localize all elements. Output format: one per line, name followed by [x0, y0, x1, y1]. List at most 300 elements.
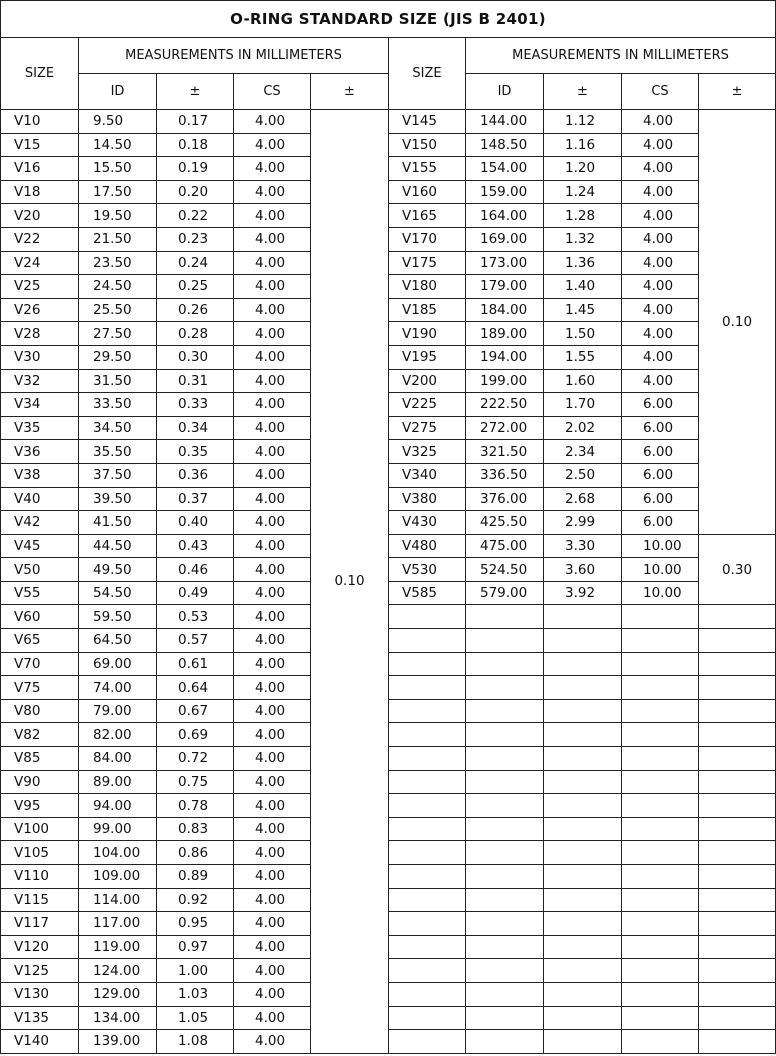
right-cs-cell: 6.00: [622, 393, 699, 417]
left-cs-cell: 4.00: [234, 180, 311, 204]
left-size-cell: V80: [1, 699, 79, 723]
left-cs-cell: 4.00: [234, 888, 311, 912]
left-size-cell: V20: [1, 204, 79, 228]
left-size-cell: V40: [1, 487, 79, 511]
right-id-tol-cell: 2.34: [544, 440, 622, 464]
left-cs-cell: 4.00: [234, 865, 311, 889]
right-size-cell: V165: [389, 204, 466, 228]
id-header-left: ID: [79, 74, 157, 110]
left-cs-cell: 4.00: [234, 227, 311, 251]
left-size-cell: V135: [1, 1006, 79, 1030]
left-id-tol-cell: 0.97: [157, 935, 234, 959]
right-id-cell: 144.00: [466, 110, 544, 134]
empty-cell: [699, 629, 776, 653]
right-size-cell: V170: [389, 227, 466, 251]
empty-cell: [466, 747, 544, 771]
right-id-cell: 179.00: [466, 275, 544, 299]
left-id-tol-cell: 0.30: [157, 345, 234, 369]
left-id-tol-cell: 0.92: [157, 888, 234, 912]
right-id-cell: 173.00: [466, 251, 544, 275]
left-size-cell: V34: [1, 393, 79, 417]
left-size-cell: V10: [1, 110, 79, 134]
left-size-cell: V45: [1, 534, 79, 558]
right-cs-cell: 6.00: [622, 463, 699, 487]
empty-cell: [699, 865, 776, 889]
left-cs-cell: 4.00: [234, 110, 311, 134]
right-size-cell: V195: [389, 345, 466, 369]
empty-cell: [389, 982, 466, 1006]
left-id-cell: 44.50: [79, 534, 157, 558]
left-cs-cell: 4.00: [234, 676, 311, 700]
left-id-cell: 33.50: [79, 393, 157, 417]
left-id-tol-cell: 0.25: [157, 275, 234, 299]
empty-cell: [466, 699, 544, 723]
left-size-cell: V50: [1, 558, 79, 582]
table-row: [1, 180, 776, 204]
left-size-cell: V36: [1, 440, 79, 464]
left-id-cell: 24.50: [79, 275, 157, 299]
left-id-tol-cell: 0.43: [157, 534, 234, 558]
table-row: [1, 275, 776, 299]
left-id-tol-cell: 1.00: [157, 959, 234, 983]
right-cs-cell: 6.00: [622, 416, 699, 440]
empty-cell: [389, 723, 466, 747]
left-cs-cell: 4.00: [234, 369, 311, 393]
right-cs-cell: 4.00: [622, 133, 699, 157]
right-cs-tol-cell: 0.10: [699, 110, 776, 535]
empty-cell: [466, 770, 544, 794]
left-size-cell: V18: [1, 180, 79, 204]
right-id-tol-cell: 1.45: [544, 298, 622, 322]
left-id-tol-cell: 1.08: [157, 1030, 234, 1054]
right-id-cell: 164.00: [466, 204, 544, 228]
left-cs-cell: 4.00: [234, 959, 311, 983]
table-row: [1, 935, 776, 959]
left-cs-cell: 4.00: [234, 817, 311, 841]
empty-cell: [544, 794, 622, 818]
right-size-cell: V380: [389, 487, 466, 511]
right-id-cell: 475.00: [466, 534, 544, 558]
right-cs-cell: 4.00: [622, 204, 699, 228]
empty-cell: [389, 629, 466, 653]
right-cs-cell: 4.00: [622, 110, 699, 134]
left-size-cell: V28: [1, 322, 79, 346]
left-cs-cell: 4.00: [234, 416, 311, 440]
left-id-cell: 23.50: [79, 251, 157, 275]
empty-cell: [544, 676, 622, 700]
left-id-cell: 79.00: [79, 699, 157, 723]
empty-cell: [544, 770, 622, 794]
left-id-tol-cell: 0.37: [157, 487, 234, 511]
empty-cell: [699, 794, 776, 818]
left-cs-cell: 4.00: [234, 558, 311, 582]
table-row: [1, 699, 776, 723]
right-id-cell: 376.00: [466, 487, 544, 511]
left-size-cell: V60: [1, 605, 79, 629]
right-id-tol-cell: 1.24: [544, 180, 622, 204]
empty-cell: [544, 699, 622, 723]
left-id-cell: 59.50: [79, 605, 157, 629]
left-id-cell: 9.50: [79, 110, 157, 134]
empty-cell: [389, 888, 466, 912]
empty-cell: [622, 723, 699, 747]
empty-cell: [466, 912, 544, 936]
right-size-cell: V145: [389, 110, 466, 134]
right-id-tol-cell: 1.32: [544, 227, 622, 251]
table-row: [1, 1006, 776, 1030]
left-id-cell: 49.50: [79, 558, 157, 582]
empty-cell: [622, 1030, 699, 1054]
table-row: [1, 204, 776, 228]
empty-cell: [544, 629, 622, 653]
right-id-cell: 425.50: [466, 511, 544, 535]
table-row: [1, 133, 776, 157]
empty-cell: [699, 888, 776, 912]
id-header-right: ID: [466, 74, 544, 110]
right-id-cell: 222.50: [466, 393, 544, 417]
right-size-cell: V430: [389, 511, 466, 535]
empty-cell: [622, 652, 699, 676]
left-size-cell: V110: [1, 865, 79, 889]
right-id-cell: 336.50: [466, 463, 544, 487]
left-cs-cell: 4.00: [234, 511, 311, 535]
left-cs-cell: 4.00: [234, 133, 311, 157]
table-row: [1, 959, 776, 983]
right-id-tol-cell: 1.70: [544, 393, 622, 417]
left-id-cell: 99.00: [79, 817, 157, 841]
left-id-cell: 17.50: [79, 180, 157, 204]
empty-cell: [389, 770, 466, 794]
right-id-cell: 321.50: [466, 440, 544, 464]
right-cs-cell: 4.00: [622, 227, 699, 251]
left-size-cell: V38: [1, 463, 79, 487]
empty-cell: [466, 888, 544, 912]
right-id-cell: 154.00: [466, 157, 544, 181]
right-size-cell: V175: [389, 251, 466, 275]
right-cs-cell: 4.00: [622, 180, 699, 204]
left-id-tol-cell: 0.22: [157, 204, 234, 228]
cs-header-left: CS: [234, 74, 311, 110]
left-id-cell: 117.00: [79, 912, 157, 936]
left-id-cell: 27.50: [79, 322, 157, 346]
left-id-tol-cell: 0.86: [157, 841, 234, 865]
left-size-cell: V24: [1, 251, 79, 275]
right-size-cell: V185: [389, 298, 466, 322]
right-id-cell: 524.50: [466, 558, 544, 582]
left-size-cell: V117: [1, 912, 79, 936]
left-id-tol-cell: 0.20: [157, 180, 234, 204]
empty-cell: [544, 841, 622, 865]
left-id-tol-cell: 0.35: [157, 440, 234, 464]
empty-cell: [466, 1030, 544, 1054]
table-row: [1, 912, 776, 936]
right-id-tol-cell: 1.16: [544, 133, 622, 157]
left-size-cell: V70: [1, 652, 79, 676]
left-id-cell: 82.00: [79, 723, 157, 747]
left-cs-cell: 4.00: [234, 463, 311, 487]
empty-cell: [466, 935, 544, 959]
empty-cell: [622, 959, 699, 983]
left-id-cell: 129.00: [79, 982, 157, 1006]
right-id-cell: 159.00: [466, 180, 544, 204]
left-id-cell: 74.00: [79, 676, 157, 700]
left-id-tol-cell: 0.89: [157, 865, 234, 889]
empty-cell: [699, 935, 776, 959]
empty-cell: [466, 652, 544, 676]
right-size-cell: V340: [389, 463, 466, 487]
empty-cell: [699, 1006, 776, 1030]
left-id-cell: 25.50: [79, 298, 157, 322]
empty-cell: [622, 841, 699, 865]
empty-cell: [622, 935, 699, 959]
table-row: [1, 888, 776, 912]
left-id-cell: 124.00: [79, 959, 157, 983]
table-row: [1, 298, 776, 322]
left-id-cell: 21.50: [79, 227, 157, 251]
left-size-cell: V95: [1, 794, 79, 818]
left-size-cell: V75: [1, 676, 79, 700]
right-id-cell: 199.00: [466, 369, 544, 393]
left-size-cell: V65: [1, 629, 79, 653]
id-tol-header-right: ±: [544, 74, 622, 110]
cs-header-right: CS: [622, 74, 699, 110]
left-size-cell: V82: [1, 723, 79, 747]
table-row: [1, 747, 776, 771]
left-id-tol-cell: 0.33: [157, 393, 234, 417]
left-id-tol-cell: 0.57: [157, 629, 234, 653]
left-id-cell: 15.50: [79, 157, 157, 181]
left-cs-cell: 4.00: [234, 322, 311, 346]
empty-cell: [389, 652, 466, 676]
empty-cell: [622, 817, 699, 841]
empty-cell: [622, 605, 699, 629]
empty-cell: [466, 1006, 544, 1030]
table-row: [1, 393, 776, 417]
left-id-tol-cell: 0.28: [157, 322, 234, 346]
left-id-cell: 134.00: [79, 1006, 157, 1030]
empty-cell: [622, 699, 699, 723]
empty-cell: [699, 770, 776, 794]
right-cs-cell: 10.00: [622, 581, 699, 605]
left-id-tol-cell: 0.83: [157, 817, 234, 841]
right-size-cell: V190: [389, 322, 466, 346]
empty-cell: [699, 817, 776, 841]
right-size-cell: V480: [389, 534, 466, 558]
table-row: [1, 487, 776, 511]
table-row: [1, 629, 776, 653]
right-id-tol-cell: 1.28: [544, 204, 622, 228]
empty-cell: [622, 912, 699, 936]
left-id-tol-cell: 0.31: [157, 369, 234, 393]
empty-cell: [389, 817, 466, 841]
left-cs-cell: 4.00: [234, 251, 311, 275]
left-id-cell: 84.00: [79, 747, 157, 771]
right-size-cell: V200: [389, 369, 466, 393]
right-id-tol-cell: 3.30: [544, 534, 622, 558]
empty-cell: [622, 770, 699, 794]
empty-cell: [544, 817, 622, 841]
table-row: [1, 440, 776, 464]
right-cs-cell: 4.00: [622, 157, 699, 181]
right-cs-tol-cell: 0.30: [699, 534, 776, 605]
right-id-cell: 148.50: [466, 133, 544, 157]
right-id-tol-cell: 1.55: [544, 345, 622, 369]
empty-cell: [389, 605, 466, 629]
left-size-cell: V140: [1, 1030, 79, 1054]
empty-cell: [622, 747, 699, 771]
cs-tol-header-right: ±: [699, 74, 776, 110]
right-size-cell: V275: [389, 416, 466, 440]
right-id-cell: 189.00: [466, 322, 544, 346]
left-id-cell: 39.50: [79, 487, 157, 511]
left-size-cell: V15: [1, 133, 79, 157]
right-id-cell: 184.00: [466, 298, 544, 322]
left-size-cell: V125: [1, 959, 79, 983]
empty-cell: [389, 959, 466, 983]
empty-cell: [544, 723, 622, 747]
left-size-cell: V42: [1, 511, 79, 535]
left-id-tol-cell: 0.61: [157, 652, 234, 676]
empty-cell: [699, 982, 776, 1006]
empty-cell: [544, 747, 622, 771]
left-cs-cell: 4.00: [234, 298, 311, 322]
right-cs-cell: 6.00: [622, 440, 699, 464]
right-id-tol-cell: 2.99: [544, 511, 622, 535]
left-cs-cell: 4.00: [234, 440, 311, 464]
right-id-tol-cell: 1.12: [544, 110, 622, 134]
table-body: [1, 110, 776, 1054]
right-id-tol-cell: 1.40: [544, 275, 622, 299]
left-id-tol-cell: 0.69: [157, 723, 234, 747]
left-size-cell: V130: [1, 982, 79, 1006]
left-id-cell: 109.00: [79, 865, 157, 889]
left-cs-cell: 4.00: [234, 982, 311, 1006]
empty-cell: [544, 982, 622, 1006]
right-id-tol-cell: 3.92: [544, 581, 622, 605]
empty-cell: [389, 699, 466, 723]
id-tol-header-left: ±: [157, 74, 234, 110]
left-id-cell: 31.50: [79, 369, 157, 393]
left-size-cell: V85: [1, 747, 79, 771]
table-row: [1, 251, 776, 275]
empty-cell: [699, 747, 776, 771]
right-cs-cell: 4.00: [622, 322, 699, 346]
left-size-cell: V90: [1, 770, 79, 794]
table-row: [1, 723, 776, 747]
left-id-tol-cell: 0.26: [157, 298, 234, 322]
left-id-tol-cell: 0.72: [157, 747, 234, 771]
measurements-header-right: MEASUREMENTS IN MILLIMETERS: [466, 38, 776, 74]
left-cs-cell: 4.00: [234, 534, 311, 558]
table-row: [1, 770, 776, 794]
left-id-cell: 119.00: [79, 935, 157, 959]
left-id-tol-cell: 0.36: [157, 463, 234, 487]
empty-cell: [544, 865, 622, 889]
left-id-cell: 37.50: [79, 463, 157, 487]
right-id-tol-cell: 1.50: [544, 322, 622, 346]
left-id-tol-cell: 0.64: [157, 676, 234, 700]
right-cs-cell: 4.00: [622, 369, 699, 393]
left-cs-tol-cell: 0.10: [311, 110, 389, 1054]
table-row: [1, 369, 776, 393]
empty-cell: [544, 959, 622, 983]
empty-cell: [544, 912, 622, 936]
empty-cell: [466, 841, 544, 865]
measurements-header-left: MEASUREMENTS IN MILLIMETERS: [79, 38, 389, 74]
size-header-left: SIZE: [1, 38, 79, 110]
left-id-cell: 41.50: [79, 511, 157, 535]
left-size-cell: V16: [1, 157, 79, 181]
left-id-tol-cell: 0.75: [157, 770, 234, 794]
left-id-tol-cell: 0.95: [157, 912, 234, 936]
left-size-cell: V115: [1, 888, 79, 912]
left-size-cell: V25: [1, 275, 79, 299]
right-id-tol-cell: 1.60: [544, 369, 622, 393]
left-id-tol-cell: 0.49: [157, 581, 234, 605]
left-id-tol-cell: 0.19: [157, 157, 234, 181]
left-size-cell: V105: [1, 841, 79, 865]
left-id-cell: 29.50: [79, 345, 157, 369]
table-row: [1, 581, 776, 605]
table-row: [1, 345, 776, 369]
empty-cell: [622, 1006, 699, 1030]
left-id-tol-cell: 1.03: [157, 982, 234, 1006]
empty-cell: [466, 723, 544, 747]
empty-cell: [389, 912, 466, 936]
table-row: [1, 157, 776, 181]
left-id-tol-cell: 0.23: [157, 227, 234, 251]
right-id-tol-cell: 2.02: [544, 416, 622, 440]
empty-cell: [622, 676, 699, 700]
right-cs-cell: 10.00: [622, 558, 699, 582]
empty-cell: [544, 888, 622, 912]
left-size-cell: V22: [1, 227, 79, 251]
empty-cell: [622, 629, 699, 653]
left-id-tol-cell: 1.05: [157, 1006, 234, 1030]
left-cs-cell: 4.00: [234, 935, 311, 959]
empty-cell: [466, 982, 544, 1006]
left-id-cell: 54.50: [79, 581, 157, 605]
table-row: [1, 865, 776, 889]
empty-cell: [389, 794, 466, 818]
table-row: [1, 534, 776, 558]
right-size-cell: V160: [389, 180, 466, 204]
left-cs-cell: 4.00: [234, 652, 311, 676]
left-id-cell: 94.00: [79, 794, 157, 818]
left-cs-cell: 4.00: [234, 699, 311, 723]
empty-cell: [699, 1030, 776, 1054]
empty-cell: [544, 1006, 622, 1030]
table-row: [1, 982, 776, 1006]
empty-cell: [466, 817, 544, 841]
left-id-tol-cell: 0.46: [157, 558, 234, 582]
left-id-cell: 35.50: [79, 440, 157, 464]
left-cs-cell: 4.00: [234, 794, 311, 818]
left-id-tol-cell: 0.78: [157, 794, 234, 818]
empty-cell: [466, 605, 544, 629]
table-row: [1, 110, 776, 134]
left-cs-cell: 4.00: [234, 912, 311, 936]
right-cs-cell: 4.00: [622, 275, 699, 299]
left-size-cell: V35: [1, 416, 79, 440]
left-id-cell: 104.00: [79, 841, 157, 865]
empty-cell: [466, 959, 544, 983]
empty-cell: [389, 1030, 466, 1054]
left-cs-cell: 4.00: [234, 1006, 311, 1030]
empty-cell: [699, 959, 776, 983]
left-cs-cell: 4.00: [234, 1030, 311, 1054]
empty-cell: [389, 841, 466, 865]
